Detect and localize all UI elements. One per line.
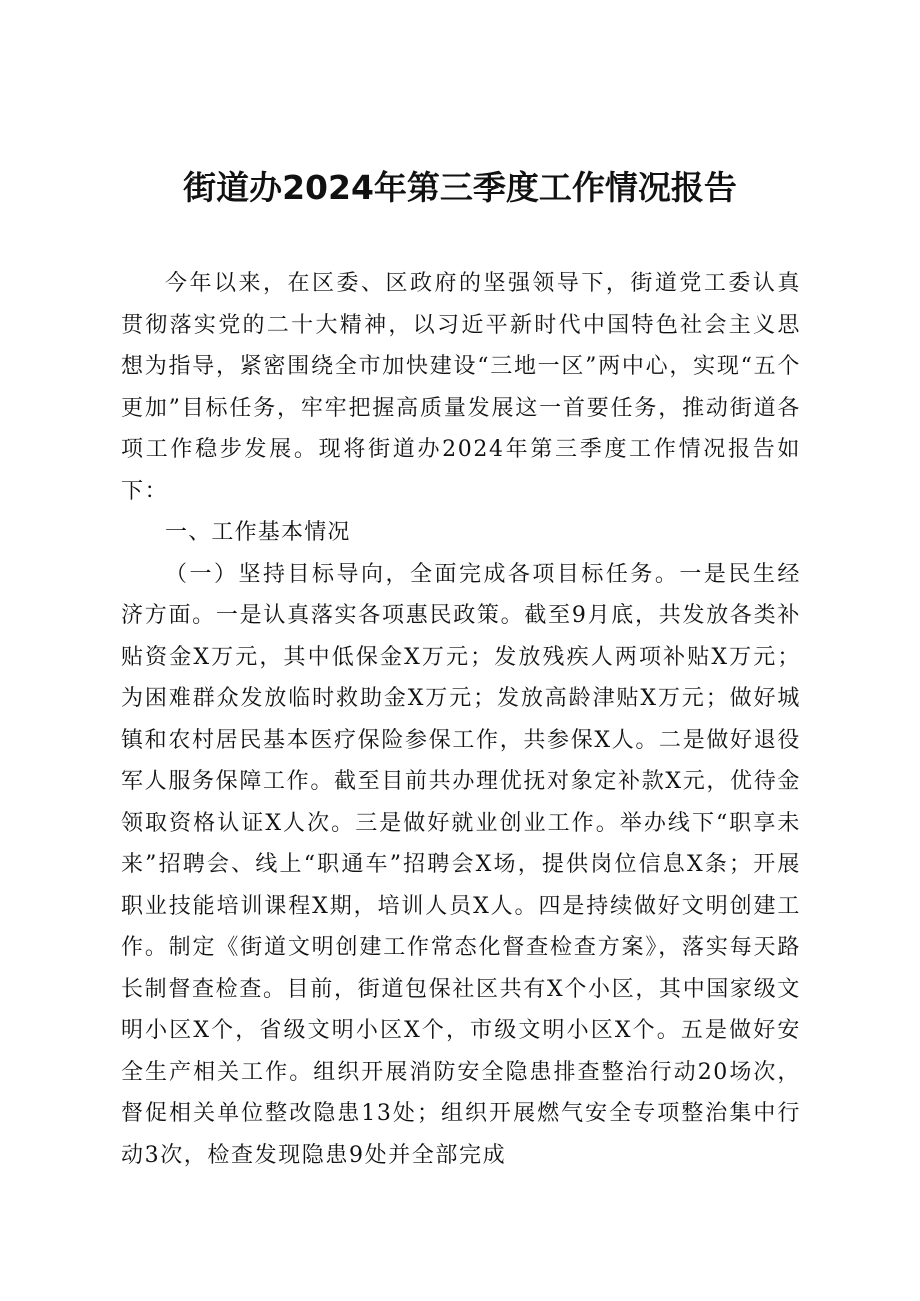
section-1-paragraph-1: （一）坚持目标导向，全面完成各项目标任务。一是民生经济方面。一是认真落实各项惠民政策。截至9月底，共发放各类补贴资金X万元，其中低保金X万元；发放残疾人两项补贴X万元；为困难群众发放临时救助金X万元；发放高龄津贴X万元；做好城镇和农村居民基本医疗保险参保工作，共参保X人。二是做好退役军人服务保障工作。截至目前共办理优抚对象定补款X元，优待金领取资格认证X人次。三是做好就业创业工作。举办线下“职享未来”招聘会、线上“职通车”招聘会X场，提供岗位信息X条；开展职业技能培训课程X期，培训人员X人。四是持续做好文明创建工作。制定《街道文明创建工作常态化督查检查方案》，落实每天路长制督查检查。目前，街道包保社区共有X个小区，其中国家级文明小区X个，省级文明小区X个，市级文明小区X个。五是做好安全生产相关工作。组织开展消防安全隐患排查整治行动20场次，督促相关单位整改隐患13处；组织开展燃气安全专项整治集中行动3次，检查发现隐患9处并全部完成 bbox=[121, 561, 801, 1168]
intro-paragraph: 今年以来，在区委、区政府的坚强领导下，街道党工委认真贯彻落实党的二十大精神，以习近平新时代中国特色社会主义思想为指导，紧密围绕全市加快建设“三地一区”两中心，实现“五个更加”目标任务，牢牢把握高质量发展这一首要任务，推动街道各项工作稳步发展。现将街道办2024年第三季度工作情况报告如下： bbox=[121, 271, 801, 504]
document-body bbox=[121, 263, 801, 1176]
section-heading-1: 一、工作基本情况 bbox=[165, 520, 351, 545]
document-title: 街道办2024年第三季度工作情况报告 bbox=[183, 168, 737, 207]
